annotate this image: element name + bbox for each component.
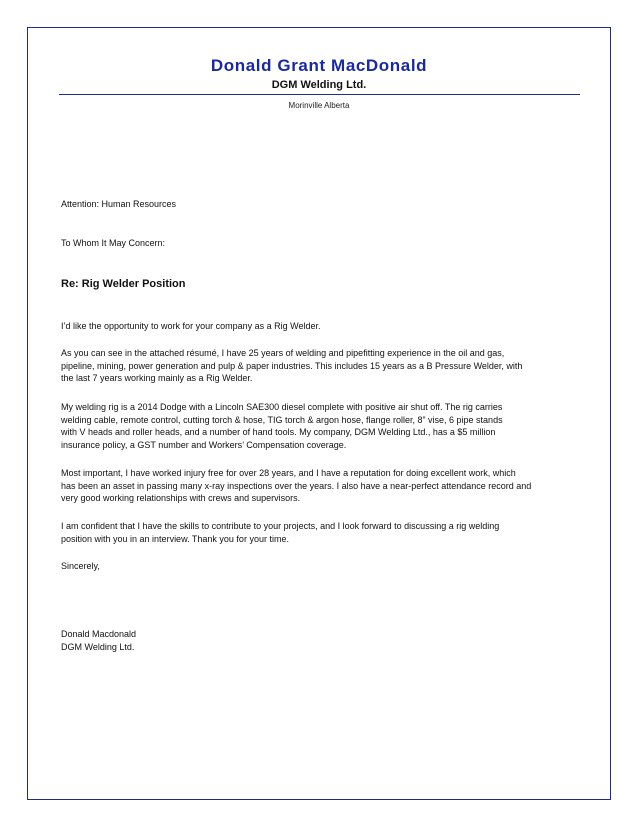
closing: Sincerely, [61, 561, 100, 571]
paragraph-line: welding cable, remote control, cutting torch & hose, TIG torch & argon hose, flange roller, 8” vise, 6 pipe stands [61, 414, 503, 425]
signature-block [61, 628, 581, 653]
paragraph-line: position with you in an interview. Thank you for your time. [61, 533, 289, 544]
header-divider [59, 94, 580, 95]
sender-company: DGM Welding Ltd. [271, 79, 367, 91]
salutation: To Whom It May Concern: [61, 238, 166, 248]
paragraph-line: has been an asset in passing many x-ray inspections over the years. I also have a near-perfect attendance record and [61, 480, 532, 491]
paragraph-line: pipeline, mining, power generation and pulp & paper industries. This includes 15 years as a B Pressure Welder, with [61, 360, 523, 371]
paragraph-line: with V heads and roller heads, and a number of hand tools. My company, DGM Welding Ltd., has a $5 million [61, 427, 496, 438]
signature-company: DGM Welding Ltd. [61, 641, 135, 652]
paragraph-line: My welding rig is a 2014 Dodge with a Lincoln SAE300 diesel complete with positive air shut off. The rig carries [61, 402, 503, 412]
paragraph-equipment [61, 401, 581, 451]
sender-location: Morinville Alberta [288, 101, 350, 110]
attention-line: Attention: Human Resources [61, 199, 177, 209]
subject-line: Re: Rig Welder Position [61, 278, 186, 290]
paragraph-line: very good working relationships with crews and supervisors. [61, 493, 301, 504]
paragraph-line: insurance policy, a GST number and Workers’ Compensation coverage. [61, 439, 347, 450]
paragraph-safety [61, 467, 581, 505]
paragraph-line: the last 7 years working mainly as a Rig Welder. [61, 373, 253, 384]
paragraph-intro: I’d like the opportunity to work for your company as a Rig Welder. [61, 321, 321, 331]
paragraph-line: As you can see in the attached résumé, I have 25 years of welding and pipefitting experience in the oil and gas, [61, 348, 505, 358]
paragraph-line: Most important, I have worked injury free for over 28 years, and I have a reputation for doing excellent work, which [61, 468, 516, 478]
sender-name: Donald Grant MacDonald [210, 56, 428, 75]
signature-name: Donald Macdonald [61, 629, 137, 639]
paragraph-closing [61, 520, 581, 545]
paragraph-line: I am confident that I have the skills to contribute to your projects, and I look forward to discussing a rig welding [61, 521, 500, 531]
paragraph-experience [61, 347, 581, 385]
